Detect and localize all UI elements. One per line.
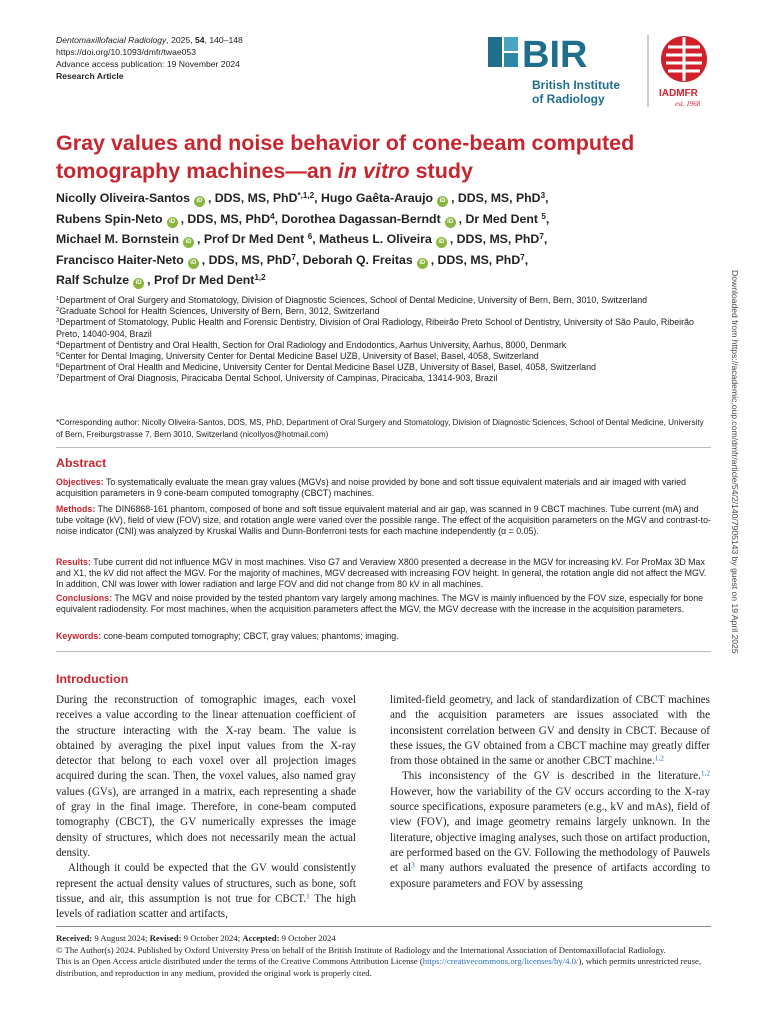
author-sep: , <box>274 211 282 226</box>
affiliations <box>56 295 708 385</box>
title-line-2 <box>56 157 696 185</box>
doi-link[interactable]: https://doi.org/10.1093/dmfr/twae053 <box>56 47 196 57</box>
title-line-1: Gray values and noise behavior of cone-beam computed <box>56 131 635 155</box>
orcid-icon[interactable]: iD <box>188 258 199 269</box>
methods-text: The DIN6868-161 phantom, composed of bone and soft tissue equivalent material and air gap, was scanned in 9 CBCT machines. Tube current (mA) and tube voltage (kV), field of view (FOV) size, and rotation angle were varied over the possible range. The effect of the acquisition parameters on the MGV and contrast-to-noise indicator (CNI) was analyzed by Kruskal Wallis and Dunn-Bonferroni tests for each machine independently (α = 0.05). <box>56 504 711 537</box>
affiliation-item <box>56 317 708 339</box>
author-degrees: , Prof Dr Med Dent <box>197 232 308 247</box>
author-degrees: , Dr Med Dent <box>458 211 542 226</box>
orcid-icon[interactable]: iD <box>436 237 447 248</box>
body-column-left <box>56 693 356 922</box>
author-name: Michael M. Bornstein <box>56 232 179 247</box>
received-date: 9 August 2024; <box>92 933 150 943</box>
author-name: Francisco Haiter-Neto <box>56 252 184 267</box>
results-text: Tube current did not influence MGV in most machines. Viso G7 and Veraview X800 presented a decrease in the MGV for increasing kV. For ProMax 3D Max and X1, the kV did not affect the MGV. For the majority of machines, MGV decreased with increasing FOV height. In general, the rotation angle did not affect the MGV. In addition, CNI was lower with lower radiation and large FOV and did not change from 80 kV in all machines. <box>56 557 707 590</box>
affil-text: Center for Dental Imaging, University Center for Dental Medicine Basel UZB, University of Basel, Basel, 4058, Switzerland <box>59 351 539 362</box>
affil-text: Department of Oral Health and Medicine, University Center for Dental Medicine Basel UZB, University of Basel, Basel, 4058, Switzerland <box>59 362 596 373</box>
author-name: Dorothea Dagassan-Berndt <box>281 211 441 226</box>
author-sep: , <box>543 232 548 247</box>
bir-line2: of Radiology <box>532 92 605 106</box>
author-affil-mark: *,1,2 <box>297 190 315 200</box>
orcid-icon[interactable]: iD <box>437 196 448 207</box>
journal-name: Dentomaxillofacial Radiology <box>56 35 167 45</box>
download-sidebar <box>730 270 750 770</box>
copyright: © The Author(s) 2024. Published by Oxford University Press on behalf of the British Institute of Radiology and the International Association of Dentomaxillofacial Radiology. <box>56 944 666 955</box>
author-name: Ralf Schulze <box>56 273 130 288</box>
affil-text: Department of Stomatology, Public Health and Forensic Dentistry, Division of Oral Radiology, Ribeirão Preto School of Dentistry, University of São Paulo, Ribeirão Preto, 14040-904, Brazil <box>56 317 694 339</box>
journal-volume: 54 <box>195 35 205 45</box>
objectives-text: To systematically evaluate the mean gray values (MGVs) and noise provided by bone and soft tissue equivalent materials and air imaged with varied acquisition parameters in 9 cone-beam computed tomography (CBCT) machines. <box>56 477 687 499</box>
paragraph-text: This inconsistency of the GV is described in the literature. <box>402 770 701 783</box>
author-line <box>56 229 706 250</box>
author-name: Matheus L. Oliveira <box>319 232 432 247</box>
abstract-keywords <box>56 631 711 642</box>
iadmfr-logo <box>659 36 707 108</box>
author-degrees: , DDS, MS, PhD <box>180 211 271 226</box>
methods-label: Methods: <box>56 504 96 514</box>
affil-text: Department of Oral Surgery and Stomatology, Division of Diagnostic Sciences, School of Dental Medicine, University of Bern, Bern, 3010, Switzerland <box>59 295 648 305</box>
author-line <box>56 209 706 230</box>
author-sep: , <box>524 252 529 267</box>
publisher-logos <box>488 33 716 109</box>
abstract-heading: Abstract <box>56 456 107 470</box>
author-affil-mark: 6 <box>307 232 313 242</box>
affil-text: Department of Oral Diagnosis, Piracicaba Dental School, University of Campinas, Piracicaba, 13414-903, Brazil <box>59 373 498 384</box>
paragraph-text: many authors evaluated the presence of artifacts according to exposure parameters and FOV by assessing <box>390 862 711 890</box>
author-affil-mark: 7 <box>291 252 296 262</box>
author-affil-mark: 3 <box>540 190 546 200</box>
journal-header <box>56 34 243 82</box>
article-footer <box>56 933 711 979</box>
affil-num: 7 <box>56 374 60 381</box>
license <box>56 956 711 979</box>
author-degrees: , DDS, MS, PhD <box>430 252 521 267</box>
author-line <box>56 250 706 271</box>
orcid-icon[interactable]: iD <box>194 196 205 207</box>
revised-date: 9 October 2024; <box>181 933 243 943</box>
journal-citation <box>56 34 243 46</box>
author-affil-mark: 1,2 <box>254 273 266 283</box>
author-degrees: , DDS, MS, PhD <box>201 252 292 267</box>
orcid-icon[interactable]: iD <box>417 258 428 269</box>
author-line <box>56 270 706 291</box>
advance-access: Advance access publication: 19 November 2024 <box>56 59 240 69</box>
author-sep: , <box>314 191 321 205</box>
objectives-label: Objectives: <box>56 477 104 487</box>
license-text: ), which permits unrestricted reuse, distribution, and reproduction in any medium, provided the original work is properly cited. <box>56 956 702 978</box>
author-sep: , <box>545 191 549 205</box>
article-type: Research Article <box>56 71 124 81</box>
affiliation-item <box>56 351 708 362</box>
iadmfr-est: est. 1968 <box>675 100 701 108</box>
citation-year: , 2025, <box>166 35 196 45</box>
author-affil-mark: 7 <box>520 252 525 262</box>
author-name: Rubens Spin-Neto <box>56 211 163 226</box>
paragraph <box>56 861 356 922</box>
paragraph-text: limited-field geometry, and lack of standardization of CBCT machines and the acquisition parameters are issues associated with the inconsistent correlation between GV and density in CBCT. Because of these issues, the GV obtained from a CBCT machine may greatly differ from those obtained in the same or another CBCT machine. <box>390 694 710 768</box>
received-label: Received: <box>56 933 93 943</box>
results-label: Results: <box>56 557 91 567</box>
orcid-icon[interactable]: iD <box>183 237 194 248</box>
corresponding-author: *Corresponding author: Nicolly Oliveira-Santos, DDS, MS, PhD, Department of Oral Surgery and Stomatology, Division of Diagnostic Sciences, School of Dental Medicine, University of Bern, Freiburgstrasse 7, Bern 3010, Switzerland (nicollyos@hotmail.com) <box>56 418 704 439</box>
citation-link[interactable]: 3 <box>411 860 415 870</box>
author-degrees: , DDS, MS, PhD <box>451 191 541 205</box>
article-dates <box>56 933 711 945</box>
affil-num: 2 <box>56 307 60 314</box>
abstract-results <box>56 557 711 591</box>
revised-label: Revised: <box>149 933 182 943</box>
author-sep: , <box>312 232 320 247</box>
keywords-text: cone-beam computed tomography; CBCT, gray values; phantoms; imaging. <box>101 631 399 641</box>
paragraph-text: The high levels of radiation scatter and artifacts, <box>56 892 356 921</box>
affil-num: 6 <box>56 363 60 370</box>
affiliation-item <box>56 295 708 306</box>
paragraph-text: Although it could be expected that the GV would consistently represent the actual density values of structures, such as bone, soft tissue, and air, this assumption is not true for CBCT. <box>56 862 356 905</box>
title-line-2-b: study <box>409 159 473 183</box>
accepted-date: 9 October 2024 <box>279 933 336 943</box>
introduction-heading: Introduction <box>56 672 129 686</box>
conclusions-label: Conclusions: <box>56 593 113 603</box>
affil-num: 5 <box>56 352 60 359</box>
conclusions-text: The MGV and noise provided by the tested phantom vary largely among machines. The MGV is mainly influenced by the FOV size, especially for bone equivalent radiodensity. For most machines, when the acquisition parameters affect the MGV, the MGV decrease with the increase in the acquisition parameters. <box>56 593 704 615</box>
affiliation-item <box>56 373 708 384</box>
bir-logo <box>488 34 620 106</box>
author-degrees: , DDS, MS, PhD <box>449 232 540 247</box>
author-affil-mark: 7 <box>539 232 544 242</box>
section-divider <box>56 651 711 652</box>
orcid-icon[interactable]: iD <box>133 278 144 289</box>
affil-text: Department of Dentistry and Oral Health, Section for Oral Radiology and Endodontics, Aarhus University, Aarhus, 8000, Denmark <box>59 339 567 350</box>
author-sep: , <box>545 211 550 226</box>
license-link[interactable]: https://creativecommons.org/licenses/by/4.0/ <box>422 956 579 967</box>
bir-line1: British Institute <box>532 78 621 92</box>
accepted-label: Accepted: <box>242 933 280 943</box>
paragraph <box>390 769 710 891</box>
author-affil-mark: 5 <box>541 211 546 221</box>
title-line-2-a: tomography machines—an <box>56 159 338 183</box>
author-degrees: , DDS, MS, PhD <box>207 191 298 205</box>
author-degrees: , Prof Dr Med Dent <box>147 273 255 288</box>
paragraph <box>390 693 710 769</box>
abstract-objectives <box>56 477 711 499</box>
footer-divider <box>56 926 711 927</box>
keywords-label: Keywords: <box>56 631 102 641</box>
affil-num: 1 <box>56 296 60 303</box>
author-list <box>56 188 706 291</box>
author-name: Hugo Gaêta-Araujo <box>321 191 434 205</box>
abstract-conclusions <box>56 593 711 615</box>
affil-num: 3 <box>56 318 60 325</box>
journal-pages: , 140–148 <box>204 35 243 45</box>
affiliation-item <box>56 340 708 351</box>
section-divider <box>56 447 711 448</box>
affiliation-item <box>56 362 708 373</box>
author-name: Deborah Q. Freitas <box>302 252 413 267</box>
iadmfr-text: IADMFR <box>659 88 698 99</box>
paragraph: During the reconstruction of tomographic images, each voxel receives a value according to the linear attenuation coefficient of the structure interacting with the X-ray beam. The value is obtained by averaging the pixel input values from the X-ray detector that belong to each voxel over all projection images acquired during the scan. Then, the voxel values, also named gray values (GVs), are arranged in a matrix, each representing a shade of gray in the final image. Therefore, in cone-beam computed tomography (CBCT), the GV numerically expresses the image density of structures, which does not necessarily mean the actual density. <box>56 694 356 859</box>
download-note: Downloaded from https://academic.oup.com/dmfr/article/54/2/140/7905143 by guest on 19 April 2025 <box>730 270 740 654</box>
body-column-right <box>390 693 710 892</box>
affil-text: Graduate School for Health Sciences, University of Bern, Bern, 3012, Switzerland <box>59 306 380 317</box>
author-name: Nicolly Oliveira-Santos <box>56 191 190 205</box>
orcid-icon[interactable]: iD <box>445 217 456 228</box>
citation-link[interactable]: 1,2 <box>700 768 710 778</box>
citation-link[interactable]: 1,2 <box>654 753 664 763</box>
citation-link[interactable]: 1 <box>306 891 310 901</box>
title-italic: in vitro <box>337 159 410 183</box>
abstract-methods <box>56 504 711 538</box>
author-line <box>56 188 706 209</box>
bir-text: BIR <box>522 34 588 76</box>
license-text: This is an Open Access article distributed under the terms of the Creative Commons Attribution License ( <box>56 956 423 967</box>
article-title <box>56 129 696 185</box>
paragraph-text: However, how the variability of the GV occurs according to the X-ray source specifications, exposure parameters (e.g., kV and mAs), field of view (FOV), and image geometry remains largely unknown. In the literature, objective imaging analyses, such those on artifact production, are performed based on the GV. Following the methodology of Pauwels et al <box>390 785 710 875</box>
affil-num: 4 <box>56 340 60 347</box>
affiliation-item <box>56 306 708 317</box>
orcid-icon[interactable]: iD <box>167 217 178 228</box>
author-sep: , <box>295 252 303 267</box>
author-affil-mark: 4 <box>270 211 275 221</box>
